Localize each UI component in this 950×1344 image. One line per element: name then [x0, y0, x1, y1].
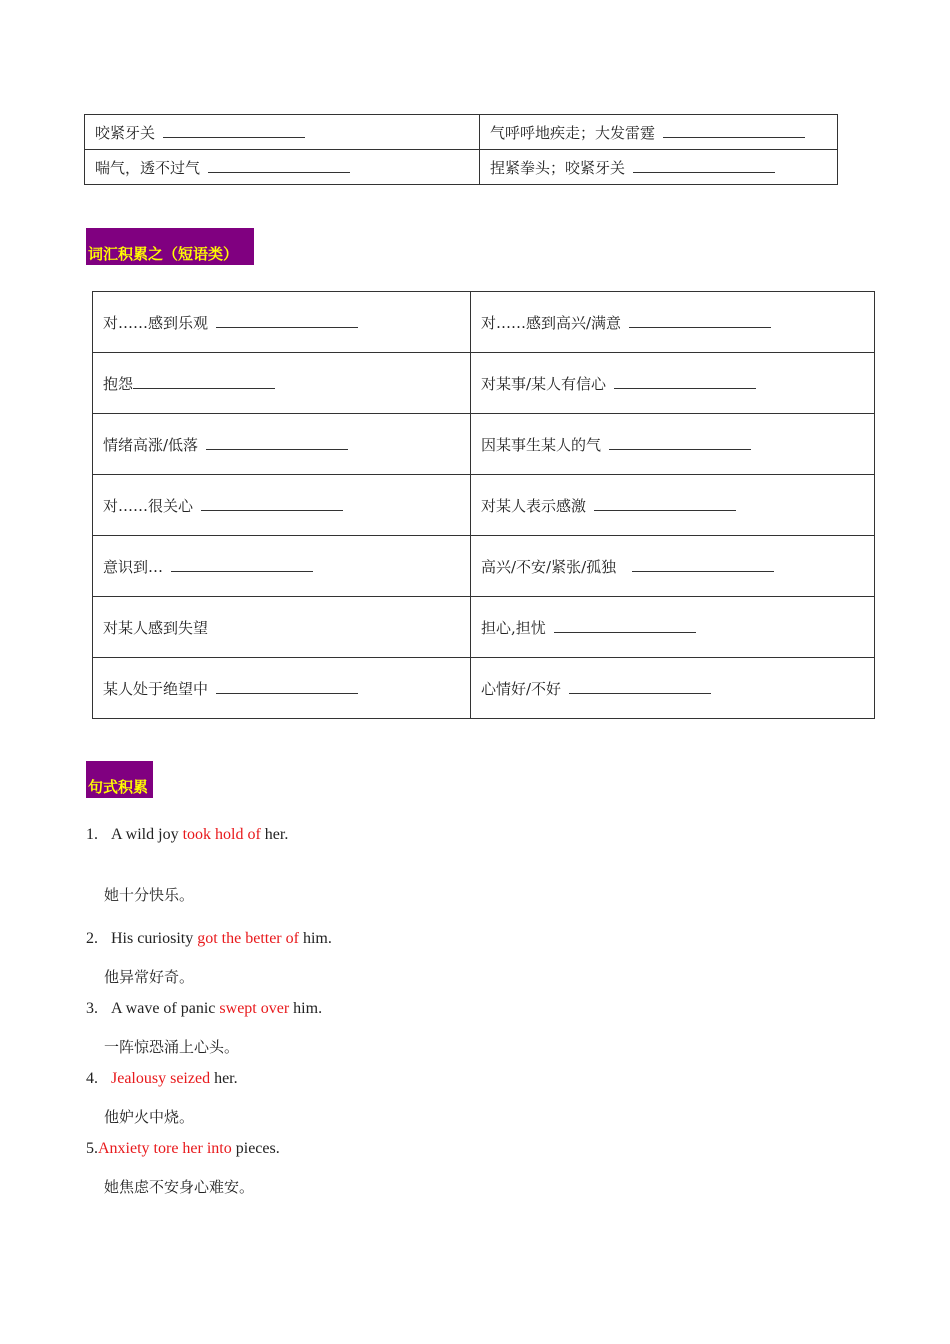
answer-blank[interactable]: [614, 375, 756, 389]
answer-blank[interactable]: [163, 124, 305, 138]
cell-label: 情绪高涨/低落: [103, 435, 199, 454]
sentence-item: [86, 1070, 238, 1088]
table-row: [93, 536, 875, 597]
answer-blank[interactable]: [216, 314, 358, 328]
sentence-item: [86, 1000, 322, 1018]
sentence-translation: 她十分快乐。: [104, 886, 195, 904]
table-cell: [471, 414, 875, 475]
table-row: [93, 414, 875, 475]
answer-blank[interactable]: [201, 497, 343, 511]
table-cell: [93, 475, 471, 536]
answer-blank[interactable]: [629, 314, 771, 328]
answer-blank[interactable]: [216, 680, 358, 694]
cell-label: 担心,担忧: [481, 618, 546, 637]
table-cell: [85, 150, 480, 185]
sentence-item: [86, 1140, 280, 1158]
cell-label: 对……感到高兴/满意: [481, 313, 622, 332]
table-cell: [85, 115, 480, 150]
sentence-highlight: swept over: [219, 1000, 290, 1017]
cell-label: 喘气，透不过气: [95, 158, 201, 177]
table-row: [93, 353, 875, 414]
table-cell: [471, 658, 875, 719]
answer-blank[interactable]: [569, 680, 711, 694]
table-cell: [471, 353, 875, 414]
sentence-text: him.: [289, 1000, 323, 1017]
cell-label: 抱怨: [103, 374, 134, 393]
sentence-number: 4.: [86, 1070, 98, 1087]
sentence-number: 1.: [86, 826, 98, 843]
cell-label: 咬紧牙关: [95, 123, 156, 142]
answer-blank[interactable]: [206, 436, 348, 450]
sentence-item: [86, 930, 332, 948]
table-cell: [471, 475, 875, 536]
sentence-text: her.: [260, 826, 289, 843]
table-cell: [471, 292, 875, 353]
sentence-text: him.: [298, 930, 332, 947]
table-cell: [480, 150, 838, 185]
cell-label: 气呼呼地疾走；大发雷霆: [490, 123, 656, 142]
sentence-translation: 他异常好奇。: [104, 968, 195, 986]
cell-label: 对某事/某人有信心: [481, 374, 607, 393]
sentence-highlight: Jealousy seized: [111, 1070, 211, 1087]
sentence-text: A wild joy: [111, 826, 183, 843]
answer-blank[interactable]: [171, 558, 313, 572]
answer-blank[interactable]: [609, 436, 751, 450]
table-cell: [471, 536, 875, 597]
section-heading-sentences: 句式积累: [86, 761, 153, 798]
table-row: [93, 597, 875, 658]
sentence-translation: 她焦虑不安身心难安。: [104, 1178, 255, 1196]
sentence-number: 2.: [86, 930, 98, 947]
answer-blank[interactable]: [554, 619, 696, 633]
cell-label: 捏紧拳头；咬紧牙关: [490, 158, 626, 177]
sentence-number: 3.: [86, 1000, 98, 1017]
sentence-item: [86, 826, 288, 844]
table-cell: [93, 536, 471, 597]
table-cell: [480, 115, 838, 150]
cell-label: 高兴/不安/紧张/孤独: [481, 557, 617, 576]
answer-blank[interactable]: [663, 124, 805, 138]
table-row: [85, 150, 838, 185]
table-row: [93, 292, 875, 353]
cell-label: 对某人感到失望: [103, 618, 209, 637]
table-cell: [471, 597, 875, 658]
cell-label: 对某人表示感激: [481, 496, 587, 515]
cell-label: 意识到…: [103, 557, 164, 576]
table-row: [85, 115, 838, 150]
sentence-text: her.: [210, 1070, 238, 1087]
sentence-translation: 他妒火中烧。: [104, 1108, 195, 1126]
phrase-vocab-table: [92, 291, 875, 719]
sentence-text: His curiosity: [111, 930, 198, 947]
sentence-text: pieces.: [231, 1140, 280, 1157]
cell-label: 某人处于绝望中: [103, 679, 209, 698]
cell-label: 心情好/不好: [481, 679, 562, 698]
answer-blank[interactable]: [594, 497, 736, 511]
answer-blank[interactable]: [133, 375, 275, 389]
table-cell: [93, 414, 471, 475]
table-cell: [93, 353, 471, 414]
sentence-highlight: took hold of: [182, 826, 261, 843]
answer-blank[interactable]: [633, 159, 775, 173]
answer-blank[interactable]: [208, 159, 350, 173]
sentence-highlight: Anxiety tore her into: [98, 1140, 232, 1157]
table-cell: [93, 292, 471, 353]
cell-label: 对……感到乐观: [103, 313, 209, 332]
table-cell: [93, 658, 471, 719]
sentence-translation: 一阵惊恐涌上心头。: [104, 1038, 240, 1056]
table-cell: [93, 597, 471, 658]
cell-label: 对……很关心: [103, 496, 194, 515]
section-heading-phrases: 词汇积累之（短语类）: [86, 228, 254, 265]
sentence-highlight: got the better of: [197, 930, 299, 947]
cell-label: 因某事生某人的气: [481, 435, 602, 454]
table-row: [93, 475, 875, 536]
answer-blank[interactable]: [632, 558, 774, 572]
sentence-number: 5.: [86, 1140, 98, 1157]
table-row: [93, 658, 875, 719]
sentence-text: A wave of panic: [111, 1000, 220, 1017]
top-vocab-table: [84, 114, 838, 185]
